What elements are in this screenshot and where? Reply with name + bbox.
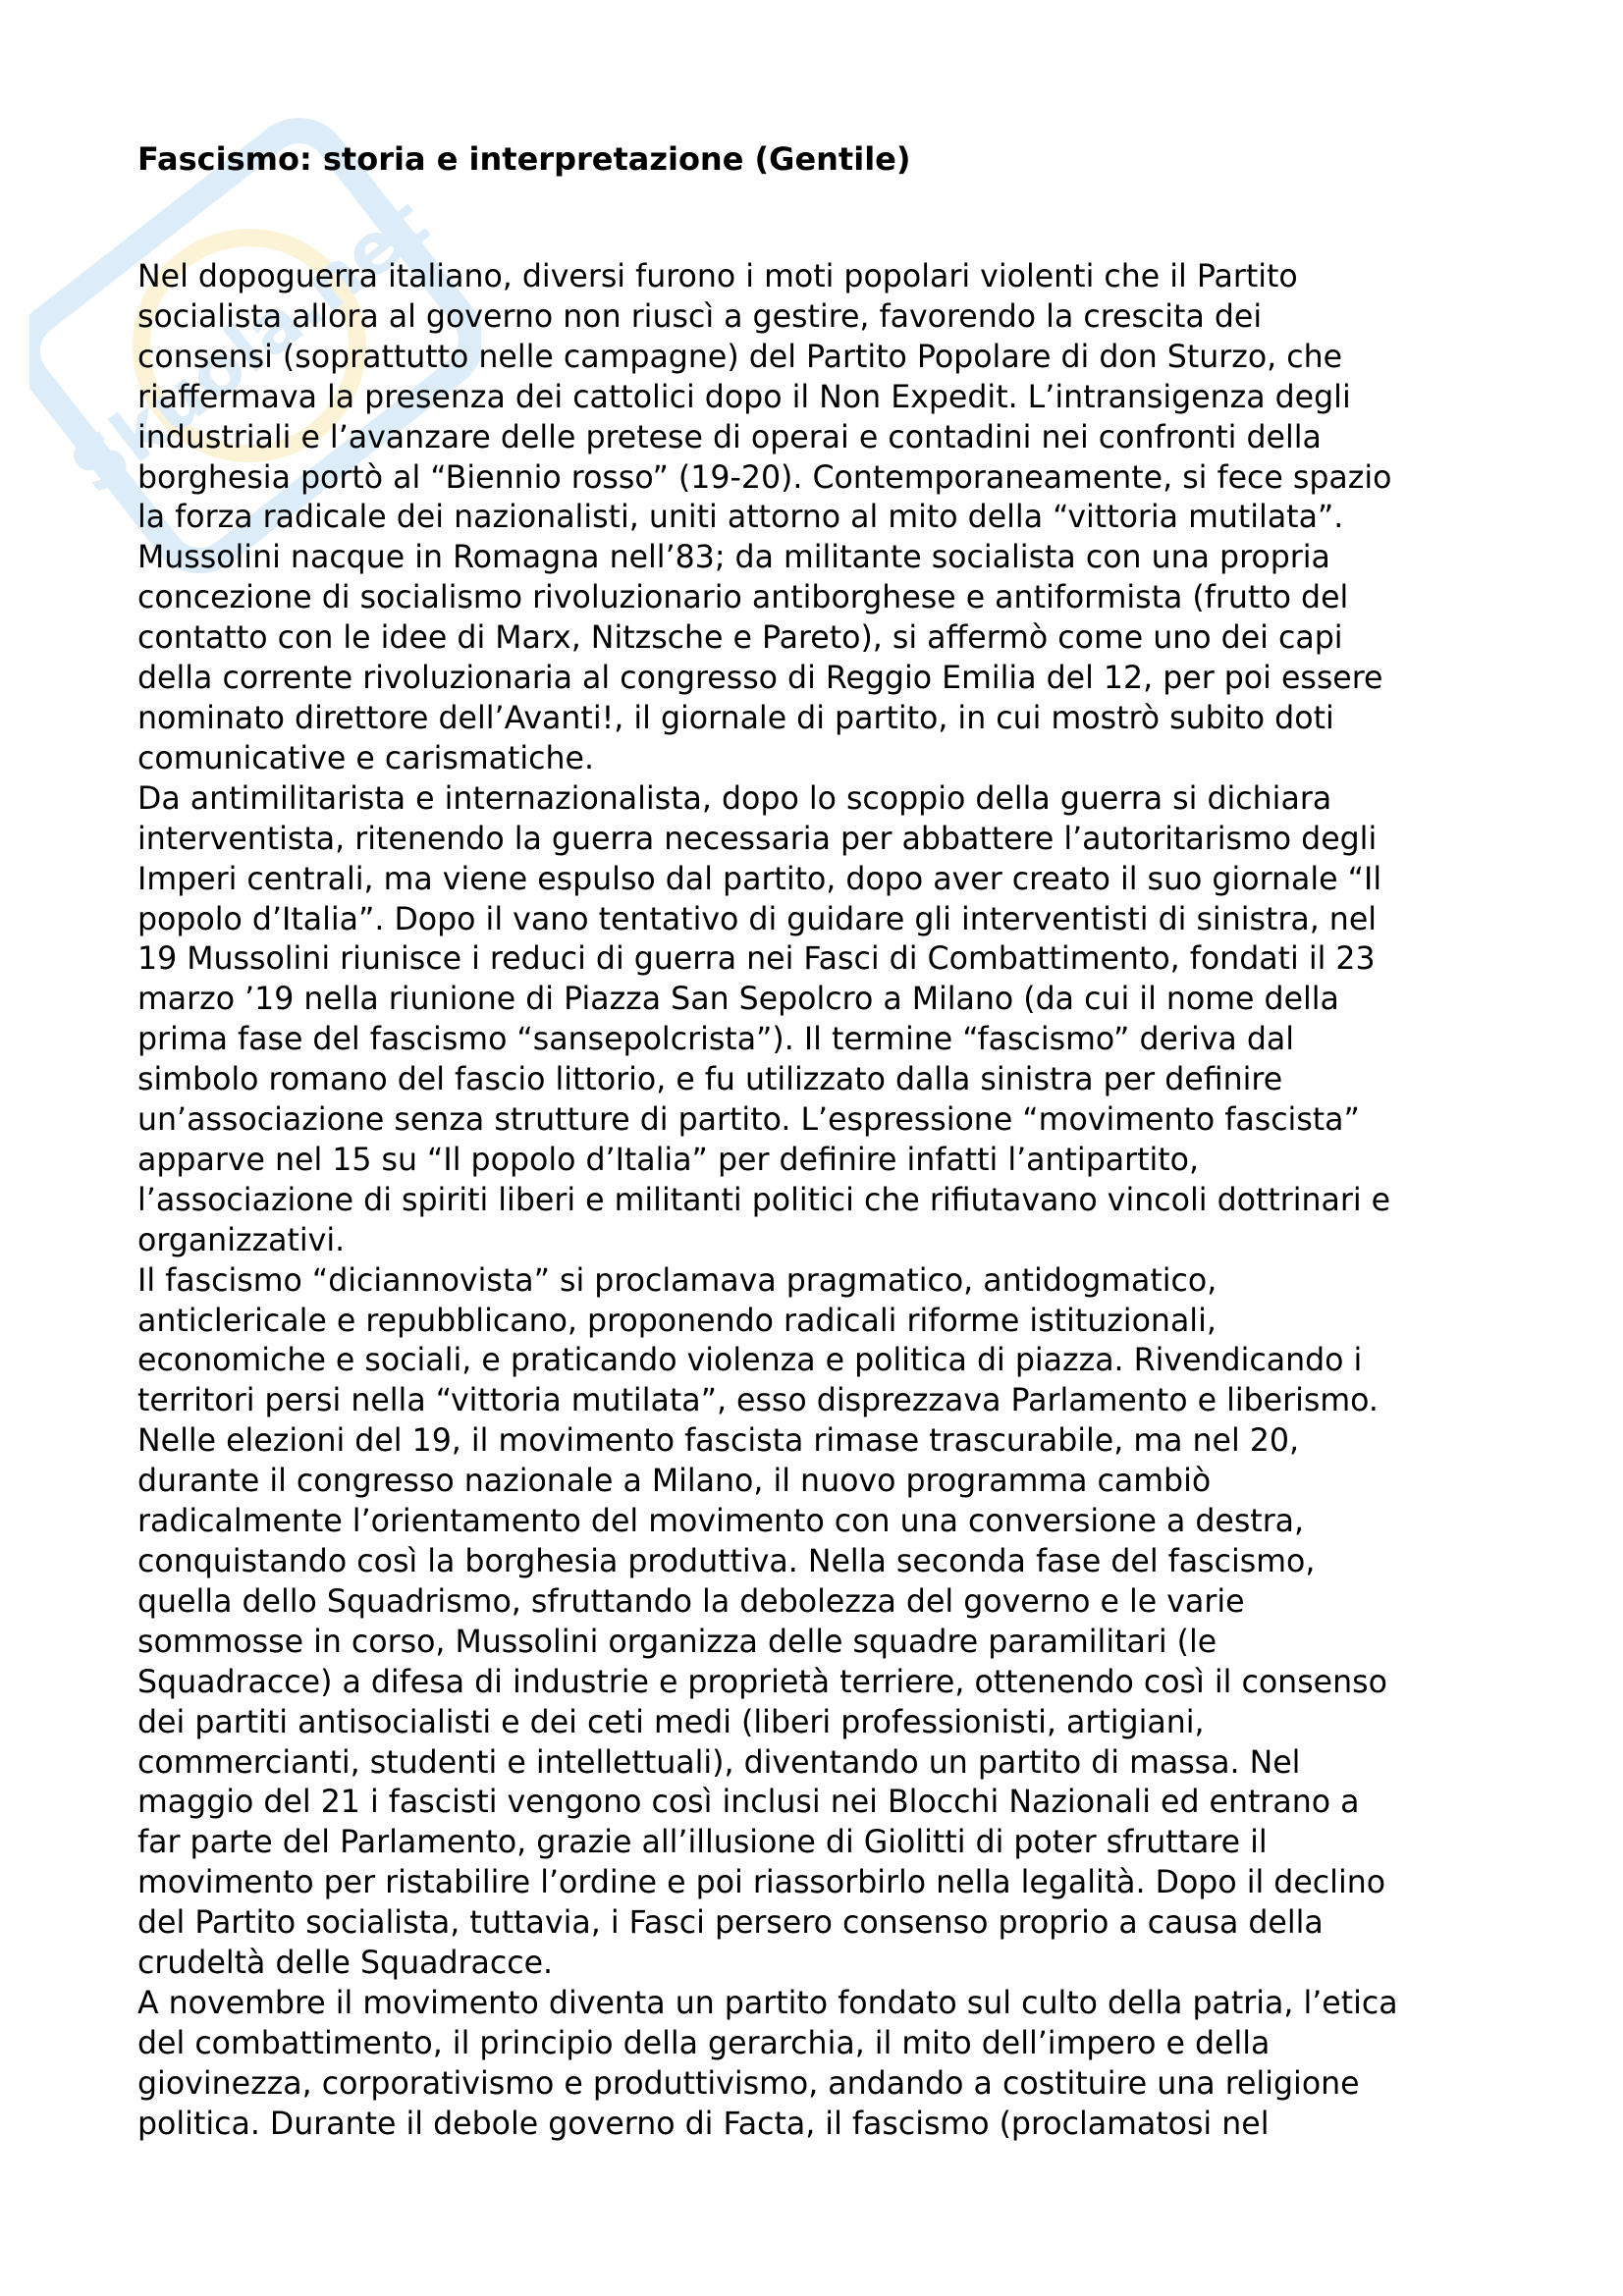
text-line: Da antimilitarista e internazionalista, dopo lo scoppio della guerra si dichiara (137, 780, 1332, 817)
text-line: del Partito socialista, tuttavia, i Fasci persero consenso proprio a causa della (137, 1905, 1324, 1942)
text-line: Mussolini nacque in Romagna nell’83; da militante socialista con una propria (137, 540, 1330, 576)
text-line: crudeltà delle Squadracce. (137, 1946, 554, 1982)
text-line: marzo ’19 nella riunione di Piazza San Sepolcro a Milano (da cui il nome della (137, 982, 1339, 1018)
text-line: giovinezza, corporativismo e produttivismo, andando a costituire una religione (137, 2065, 1360, 2102)
text-line: 19 Mussolini riunisce i reduci di guerra nei Fasci di Combattimento, fondati il 23 (137, 941, 1376, 978)
text-line: dei partiti antisocialisti e dei ceti medi (liberi professionisti, artigiani, (137, 1704, 1205, 1740)
text-line: durante il congresso nazionale a Milano, il nuovo programma cambiò (137, 1464, 1212, 1500)
document-title: Fascismo: storia e interpretazione (Gentile) (137, 140, 911, 178)
text-line: sommosse in corso, Mussolini organizza delle squadre paramilitari (le (137, 1624, 1217, 1660)
text-line: industriali e l’avanzare delle pretese di operai e contadini nei confronti della (137, 419, 1322, 455)
text-line: riaffermava la presenza dei cattolici dopo il Non Expedit. L’intransigenza degli (137, 379, 1351, 415)
text-line: A novembre il movimento diventa un partito fondato sul culto della patria, l’etica (137, 1985, 1398, 2021)
text-line: apparve nel 15 su “Il popolo d’Italia” per definire infatti l’antipartito, (137, 1142, 1200, 1178)
text-line: economiche e sociali, e praticando violenza e politica di piazza. Rivendicando i (137, 1343, 1363, 1379)
text-line: consensi (soprattutto nelle campagne) del Partito Popolare di don Sturzo, che (137, 339, 1343, 375)
text-line: del combattimento, il principio della gerarchia, il mito dell’impero e della (137, 2025, 1271, 2061)
text-line: la forza radicale dei nazionalisti, uniti attorno al mito della “vittoria mutilata”. (137, 500, 1344, 536)
text-line: radicalmente l’orientamento del movimento con una conversione a destra, (137, 1504, 1305, 1540)
watermark-text: Skuola.net (55, 181, 444, 510)
text-line: commercianti, studenti e intellettuali), diventando un partito di massa. Nel (137, 1744, 1301, 1781)
document-body (137, 257, 1492, 2145)
text-line: comunicative e carismatiche. (137, 740, 594, 776)
text-line: interventista, ritenendo la guerra necessaria per abbattere l’autoritarismo degli (137, 821, 1378, 857)
text-line: un’associazione senza strutture di partito. L’espressione “movimento fascista” (137, 1102, 1360, 1139)
text-line: borghesia portò al “Biennio rosso” (19-20). Contemporaneamente, si fece spazio (137, 459, 1392, 496)
text-line: concezione di socialismo rivoluzionario antiborghese e antiformista (frutto del (137, 580, 1349, 616)
text-line: Imperi centrali, ma viene espulso dal partito, dopo aver creato il suo giornale “Il (137, 861, 1382, 897)
text-line: conquistando così la borghesia produttiva. Nella seconda fase del fascismo, (137, 1544, 1316, 1579)
text-line: della corrente rivoluzionaria al congresso di Reggio Emilia del 12, per poi essere (137, 661, 1383, 697)
text-line: far parte del Parlamento, grazie all’illusione di Giolitti di poter sfruttare il (137, 1825, 1268, 1861)
text-line: politica. Durante il debole governo di Facta, il fascismo (proclamatosi nel (137, 2106, 1270, 2142)
text-line: prima fase del fascismo “sansepolcrista”). Il termine “fascismo” deriva dal (137, 1022, 1295, 1058)
text-line: movimento per ristabilire l’ordine e poi riassorbirlo nella legalità. Dopo il declino (137, 1865, 1386, 1901)
text-line: Nelle elezioni del 19, il movimento fascista rimase trascurabile, ma nel 20, (137, 1423, 1300, 1460)
text-line: nominato direttore dell’Avanti!, il giornale di partito, in cui mostrò subito doti (137, 700, 1334, 736)
text-line: simbolo romano del fascio littorio, e fu utilizzato dalla sinistra per definire (137, 1062, 1283, 1098)
text-line: organizzativi. (137, 1222, 346, 1258)
text-line: Il fascismo “diciannovista” si proclamava pragmatico, antidogmatico, (137, 1262, 1217, 1299)
text-line: quella dello Squadrismo, sfruttando la debolezza del governo e le varie (137, 1583, 1245, 1620)
text-line: territori persi nella “vittoria mutilata”, esso disprezzava Parlamento e liberismo. (137, 1383, 1379, 1419)
text-line: socialista allora al governo non riuscì a gestire, favorendo la crescita dei (137, 298, 1263, 335)
text-line: contatto con le idee di Marx, Nitzsche e Pareto), si affermò come uno dei capi (137, 620, 1343, 657)
text-line: maggio del 21 i fascisti vengono così inclusi nei Blocchi Nazionali ed entrano a (137, 1785, 1360, 1821)
text-line: Squadracce) a difesa di industrie e proprietà terriere, ottenendo così il consenso (137, 1664, 1387, 1700)
text-line: anticlericale e repubblicano, proponendo radicali riforme istituzionali, (137, 1303, 1217, 1339)
text-line: l’associazione di spiriti liberi e militanti politici che rifiutavano vincoli dottrinari e (137, 1182, 1391, 1218)
text-line: popolo d’Italia”. Dopo il vano tentativo di guidare gli interventisti di sinistra, nel (137, 901, 1378, 937)
text-line: Nel dopoguerra italiano, diversi furono i moti popolari violenti che il Partito (137, 259, 1298, 294)
